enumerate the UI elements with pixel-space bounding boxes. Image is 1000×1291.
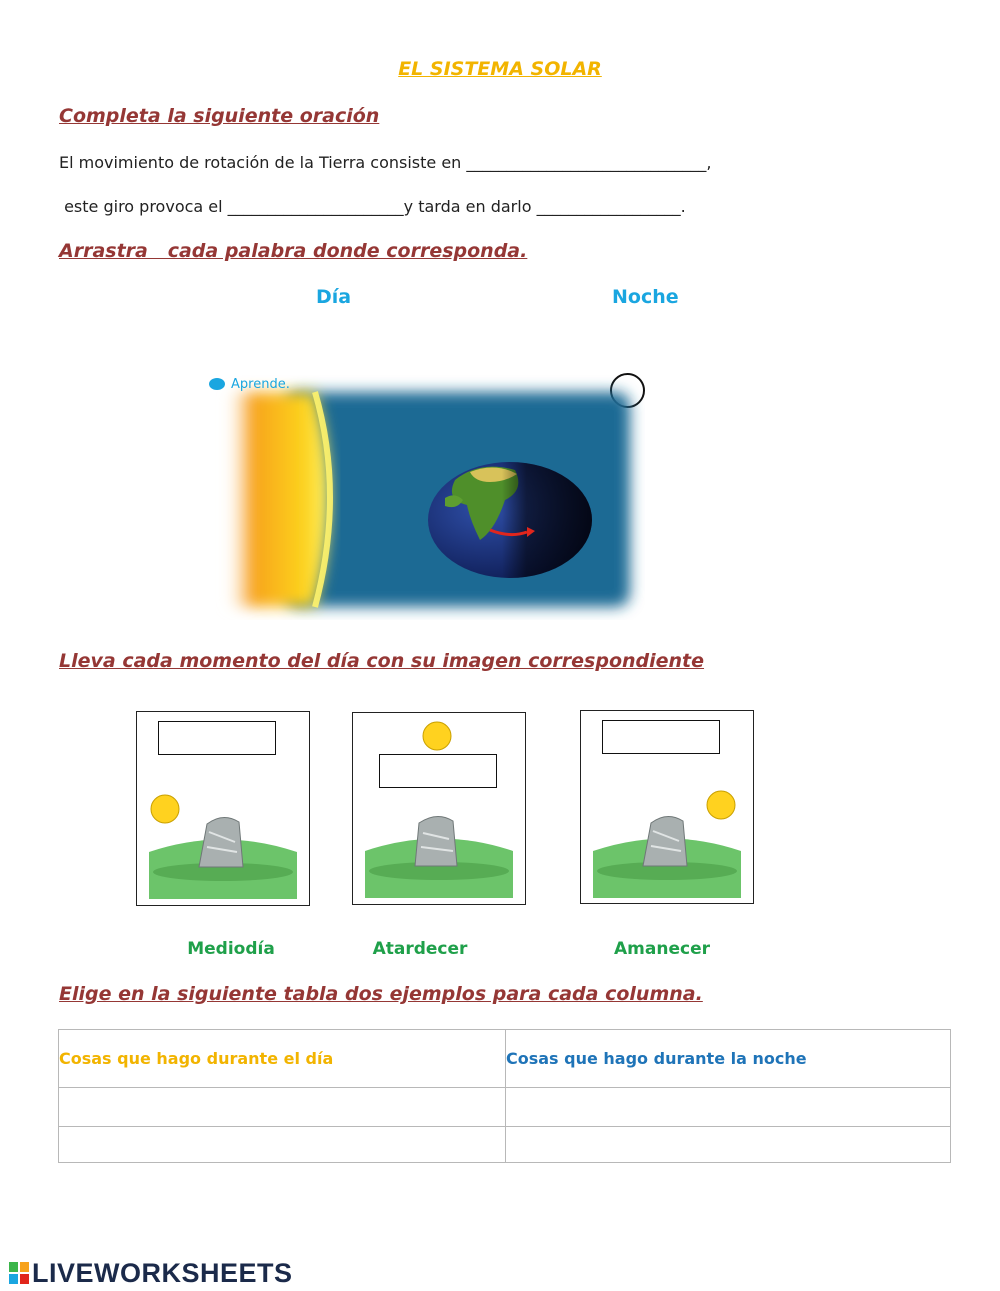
section-heading-drag: Arrastra cada palabra donde corresponda. xyxy=(59,240,528,262)
liveworksheets-logo-icon xyxy=(9,1262,29,1284)
word-day[interactable]: Día xyxy=(316,286,352,308)
section-heading-table: Elige en la siguiente tabla dos ejemplos para cada columna. xyxy=(59,983,703,1005)
page-title: EL SISTEMA SOLAR xyxy=(398,58,602,80)
moment-label-atardecer[interactable]: Atardecer xyxy=(372,939,468,959)
sun-earth-illustration xyxy=(205,370,645,620)
sentence-line-2: este giro provoca el ______________________y tarda en darlo __________________. xyxy=(59,197,686,216)
table-header-night: Cosas que hago durante la noche xyxy=(506,1030,951,1088)
drop-box-2[interactable] xyxy=(379,754,497,788)
day-night-table xyxy=(58,1029,951,1163)
moment-label-mediodia[interactable]: Mediodía xyxy=(187,939,275,959)
liveworksheets-logo-text: LIVEWORKSHEETS xyxy=(32,1258,293,1288)
table-cell-day-1[interactable] xyxy=(59,1088,506,1127)
table-cell-night-2[interactable] xyxy=(506,1127,951,1163)
table-cell-night-1[interactable] xyxy=(506,1088,951,1127)
moment-label-amanecer[interactable]: Amanecer xyxy=(614,939,710,959)
drop-box-3[interactable] xyxy=(602,720,720,754)
moment-image-2 xyxy=(352,712,526,905)
section-heading-moments: Lleva cada momento del día con su imagen correspondiente xyxy=(59,650,705,672)
section-heading-complete: Completa la siguiente oración xyxy=(59,105,380,127)
table-cell-day-2[interactable] xyxy=(59,1127,506,1163)
table-header-day: Cosas que hago durante el día xyxy=(59,1030,506,1088)
word-night[interactable]: Noche xyxy=(612,286,679,308)
drop-box-1[interactable] xyxy=(158,721,276,755)
sentence-line-1: El movimiento de rotación de la Tierra consiste en ______________________________, xyxy=(59,153,712,172)
aprende-caption: Aprende. xyxy=(231,377,290,392)
